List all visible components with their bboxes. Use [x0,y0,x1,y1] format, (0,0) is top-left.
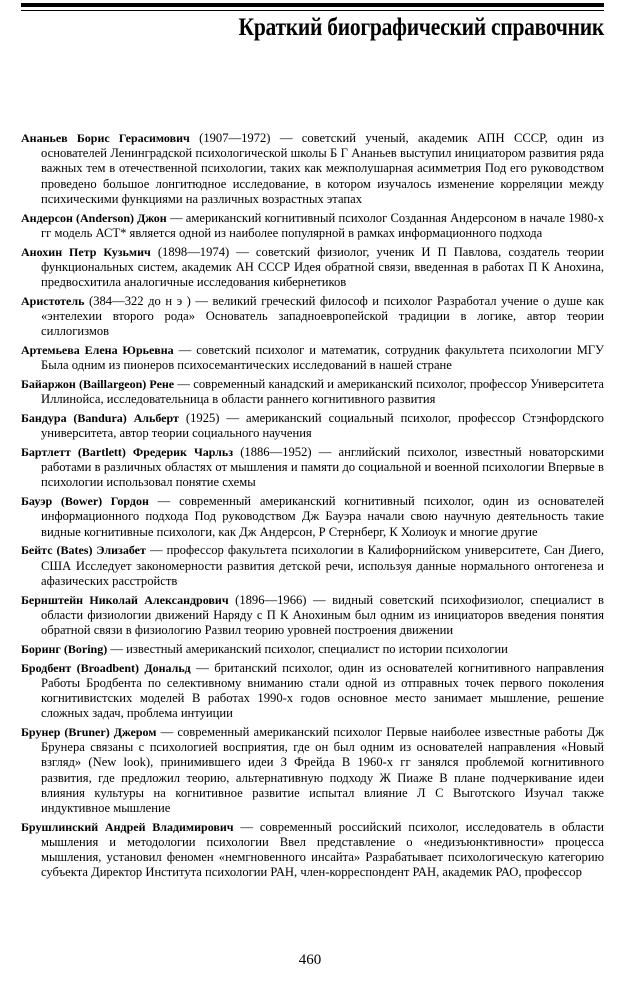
entry-bates [21,543,604,589]
entry-brushlinsky [21,820,604,881]
entry-name: Бернштейн Николай Александрович [21,592,229,607]
entry-anderson [21,211,604,241]
entry-artemyeva [21,343,604,373]
entry-name: Брунер (Bruner) Джером [21,725,157,740]
page-number: 460 [298,952,322,968]
entry-name: Боринг (Boring) [21,641,108,656]
entry-bernstein [21,593,604,639]
entry-name: Бейтс (Bates) Элизабет [21,543,146,558]
entry-text: (1907—1972) — советский ученый, академик АПН СССР, один из основателей Ленинградской психологической школы Б Г Ананьев выступил инициатором развития ряда важных тем в отечественной психологии, таких как межполушарная асимметрия Под его руководством проведено большое лонгитюдное исследование, в котором изучалось изменение корреляции между психическими функциями на различных возрастных этапах [41,131,604,206]
entry-name: Бродбент (Broadbent) Дональд [21,660,191,675]
entry-broadbent [21,661,604,722]
entry-ananyev [21,131,604,207]
entry-text: (1925) — американский социальный психолог, профессор Стэнфордского университета, автор теории социального научения [41,411,604,441]
entry-name: Артемьева Елена Юрьевна [21,343,174,358]
entry-name: Анохин Петр Кузьмич [21,244,151,259]
entry-name: Ананьев Борис Герасимович [21,131,190,145]
entry-text: — британский психолог, один из основателей когнитивного направления Работы Бродбента по селективному вниманию стали одной из отправных точек первого поколения когнитивистских моделей В работах 1990-х годов основное место занимает мышление, решение сложных задач, проблема интуиции [41,660,604,721]
entry-bandura [21,411,604,441]
page-title: Краткий биографический справочник [238,14,604,41]
entry-bruner [21,725,604,816]
entry-name: Бауэр (Bower) Гордон [21,494,149,509]
entry-text: — современный российский психолог, исследователь в области мышления и методологии психологии Ввел представление о «недизъюнктивности» процесса мышления, установил феномен «немгновенного инсайта» Разрабатывает психологическую категорию субъекта Директор Института психологии РАН, член-корреспондент РАН, академик РАО, профессор [41,819,604,880]
entry-text: — американский когнитивный психолог Созданная Андерсоном в начале 1980-х гг модель АСТ* является одной из наиболее популярной в рамках информационного подхода [41,210,604,240]
entry-name: Бандура (Bandura) Альберт [21,411,179,426]
entry-bartlett [21,445,604,491]
entry-text: — современный канадский и американский психолог, профессор Университета Иллинойса, исследовательница в области раннего когнитивного развития [41,377,604,407]
entry-text: (1896—1966) — видный советский психофизиолог, специалист в области физиологии движений Наряду с П К Анохиным был одним из инициаторов введения понятия обратной связи в физиологию Развил теорию уровней построения движении [41,592,604,638]
entries-list [21,131,604,884]
entry-name: Аристотель [21,293,85,308]
entry-name: Брушлинский Андрей Владимирович [21,819,234,834]
entry-bower [21,494,604,540]
entry-anokhin [21,245,604,291]
entry-aristotle [21,294,604,340]
entry-text: — современный американский когнитивный психолог, один из основателей информационного подхода Под руководством Дж Бауэра начали свою научную деятельность такие видные когнитивные психологи, как Дж Андерсон, Р Стернберг, К Холиоук и многие другие [41,494,604,539]
entry-name: Байаржон (Baillargeon) Рене [21,377,175,392]
entry-name: Андерсон (Anderson) Джон [21,210,167,225]
entry-boring [21,642,604,657]
entry-text: — советский психолог и математик, сотрудник факультета психологии МГУ Была одним из пионеров психосемантических исследований в нашей стране [41,343,604,373]
header-rule-thick [21,3,604,7]
entry-text: — профессор факультета психологии в Калифорнийском университете, Сан Диего, США Исследует закономерности развития детской речи, используя данные нормального онтогенеза и афазических расстройств [41,543,604,588]
entry-text: — современный американский психолог Первые наиболее известные работы Дж Брунера связаны с психологией восприятия, где он был одним из основателей направления «Новый взгляд» (New look), принимившего идеи З Фрейда В 1960-х гг занялся проблемой когнитивного развития, где предложил теорию, альтернативную подходу Ж Пиаже В плане подчеркивание идеи влияния культуры на когнитивное развитие испытал влияние Л С Выготского Изучал также индуктивное мышление [41,725,604,816]
entry-baillargeon [21,377,604,407]
header-rule-thin [21,10,604,11]
entry-text: (1898—1974) — советский физиолог, ученик И П Павлова, создатель теории функциональных систем, академик АН СССР Идея обратной связи, введенная в работах П К Анохина, предвосхитила аналогичные исследования кибернетиков [41,244,604,290]
entry-name: Бартлетт (Bartlett) Фредерик Чарльз [21,445,234,460]
entry-text: — известный американский психолог, специалист по истории психологии [107,641,508,656]
entry-text: (384—322 до н э ) — великий греческий философ и психолог Разработал учение о душе как «энтелехии второго рода» Основатель западноевропейской традиции в логике, автор теории силлогизмов [41,293,604,339]
entry-text: (1886—1952) — английский психолог, известный новаторскими работами в различных областях от мышления и памяти до социальной и военной психологии Впервые в психологии использовал понятие схемы [41,445,604,490]
